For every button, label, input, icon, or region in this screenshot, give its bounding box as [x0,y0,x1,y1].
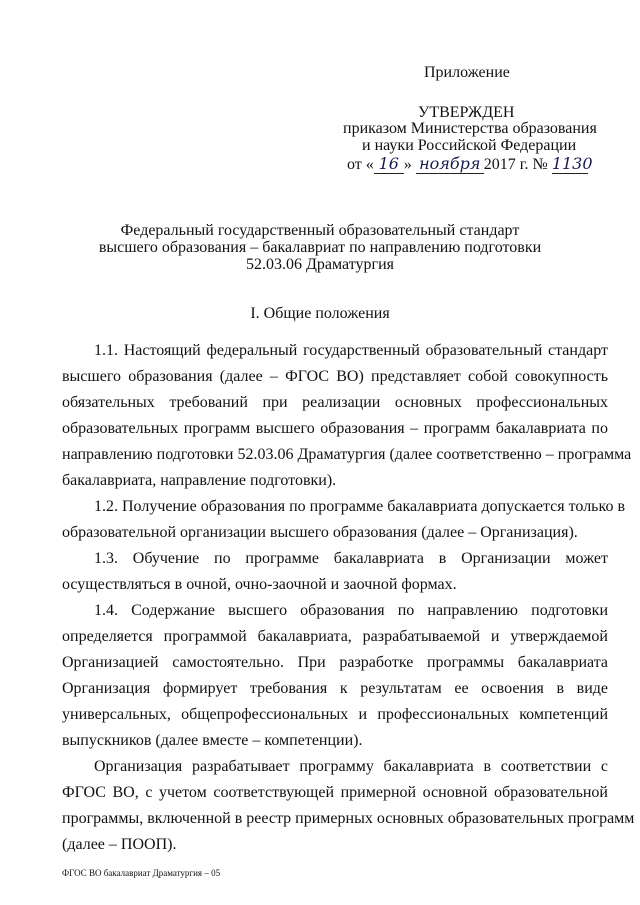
document-title-line-3: 52.03.06 Драматургия [246,256,394,273]
order-line-2: и науки Российской Федерации [362,137,577,154]
order-line-1: приказом Министерства образования [343,120,597,137]
date-prefix: от « [347,156,374,173]
approved-label: УТВЕРЖДЕН [418,104,515,121]
paragraph-line: программы, включенной в реестр примерных основных образовательных программ [62,810,635,827]
order-number: 1130 [551,154,593,173]
paragraph-line: высшего образования (далее – ФГОС ВО) представляет собой совокупность [62,368,608,385]
document-title-line-1: Федеральный государственный образовательный стандарт [120,222,520,239]
paragraph-line: определяется программой бакалавриата, разрабатываемой и утверждаемой [62,628,608,645]
paragraph-line: универсальных, общепрофессиональных и профессиональных компетенций [62,706,608,723]
paragraph-line: Организацией самостоятельно. При разработке программы бакалавриата [62,654,608,671]
paragraph-line: осуществляться в очной, очно-заочной и заочной формах. [62,576,457,593]
paragraph-line: 1.2. Получение образования по программе бакалавриата допускается только в [94,498,625,515]
paragraph-line: 1.4. Содержание высшего образования по направлению подготовки [94,602,608,619]
appendix-label: Приложение [424,64,510,81]
paragraph-line: 1.1. Настоящий федеральный государственный образовательный стандарт [94,342,608,359]
date-day: 16 [374,154,404,174]
date-year: 2017 г. № [483,156,548,173]
paragraph-line: Организация формирует требования к результатам ее освоения в виде [62,680,608,697]
page-footer: ФГОС ВО бакалавриат Драматургия – 05 [62,868,221,878]
order-date-line [347,154,593,174]
paragraph-line: бакалавриата, направление подготовки). [62,472,337,489]
paragraph-line: образовательной организации высшего образования (далее – Организация). [62,524,578,541]
date-mid: » [403,156,412,173]
paragraph-line: направлению подготовки 52.03.06 Драматургия (далее соответственно – программа [62,446,632,463]
date-month: ноября [416,154,484,174]
paragraph-line: (далее – ПООП). [62,836,177,853]
paragraph-line: образовательных программ высшего образования – программ бакалавриата по [62,420,608,437]
document-title-line-2: высшего образования – бакалавриат по направлению подготовки [98,239,542,256]
paragraph-line: ФГОС ВО, с учетом соответствующей примерной основной образовательной [62,784,608,801]
paragraph-line: 1.3. Обучение по программе бакалавриата в Организации может [94,550,608,567]
paragraph-line: Организация разрабатывает программу бакалавриата в соответствии с [94,758,608,775]
section-heading: I. Общие положения [250,305,390,322]
paragraph-line: выпускников (далее вместе – компетенции). [62,732,363,749]
paragraph-line: обязательных требований при реализации основных профессиональных [62,394,608,411]
